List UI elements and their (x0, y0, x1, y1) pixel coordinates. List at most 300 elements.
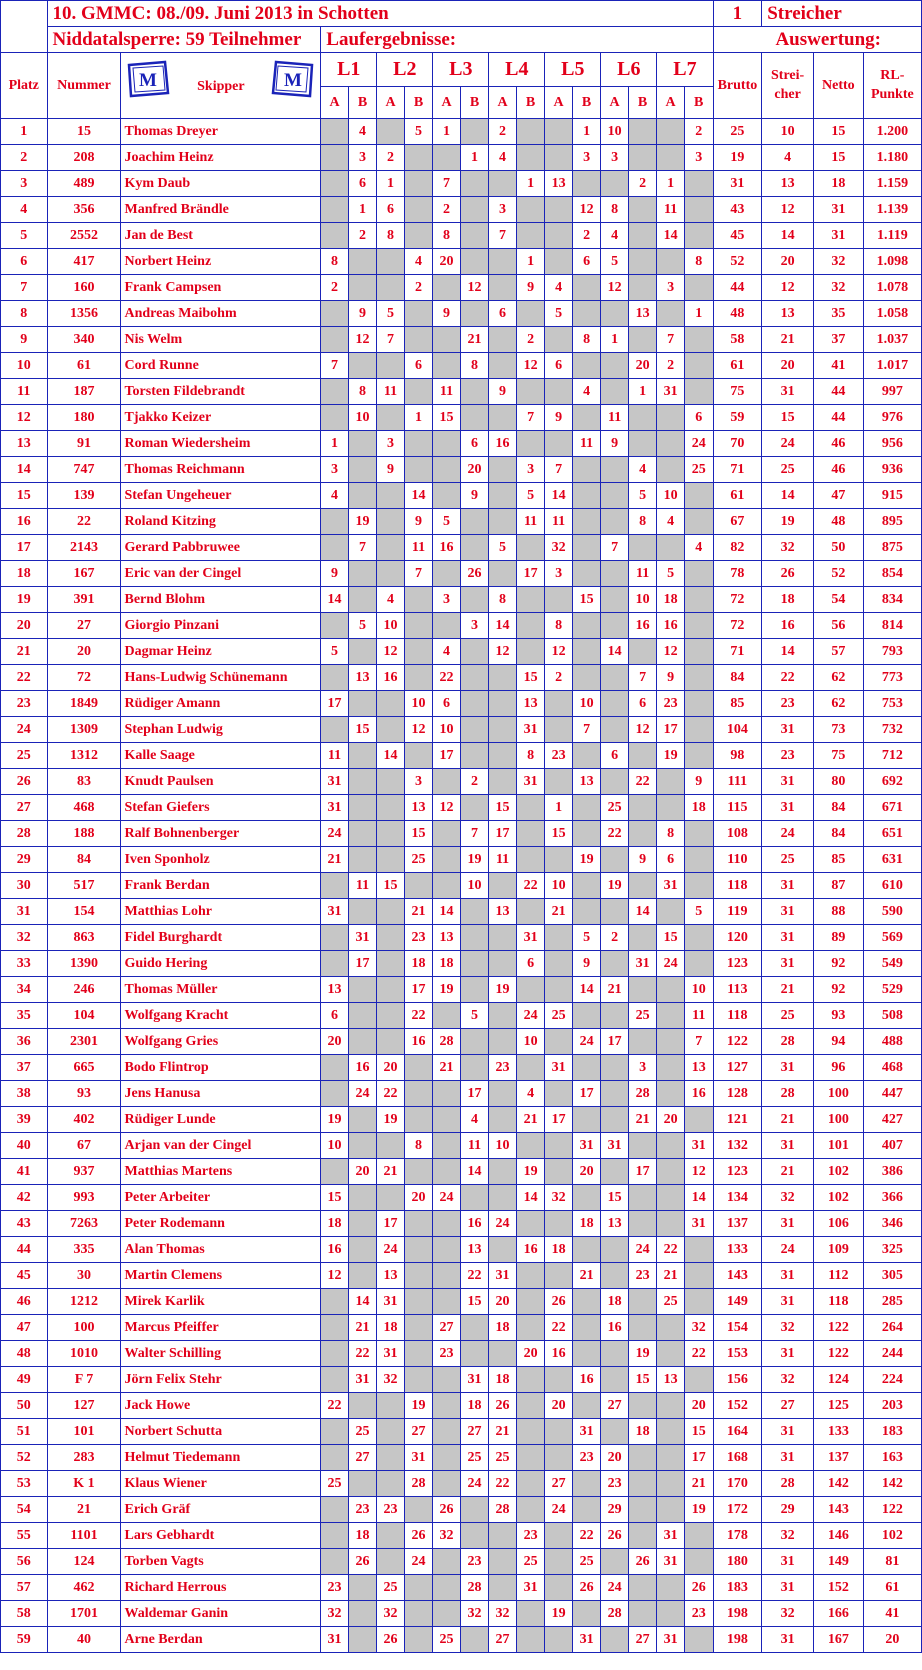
run-2-b-cell (404, 665, 433, 691)
brutto-cell: 120 (713, 925, 762, 951)
table-row (1, 197, 922, 223)
rl-punkte-cell: 163 (863, 1445, 921, 1471)
platz-cell: 58 (1, 1601, 48, 1627)
run-3-b-cell (460, 743, 489, 769)
run-2-a-cell (377, 977, 404, 1003)
nummer-cell: 1101 (47, 1523, 121, 1549)
run-1-b-cell: 15 (348, 717, 377, 743)
run-4-a-cell (489, 951, 516, 977)
run-5-a-cell: 23 (545, 743, 572, 769)
run-7-a-cell (657, 1133, 684, 1159)
run-2-a-cell (377, 353, 404, 379)
run-1-b-cell: 16 (348, 1055, 377, 1081)
nummer-cell: 124 (47, 1549, 121, 1575)
run-2-b-cell (404, 1601, 433, 1627)
rl-punkte-cell: 773 (863, 665, 921, 691)
run-4-a-cell: 7 (489, 223, 516, 249)
brutto-cell: 168 (713, 1445, 762, 1471)
run-2-a-cell: 14 (377, 743, 404, 769)
run-1-b-cell: 1 (348, 197, 377, 223)
rl-punkte-cell: 346 (863, 1211, 921, 1237)
rl-punkte-cell: 671 (863, 795, 921, 821)
nummer-cell: 2552 (47, 223, 121, 249)
rl-punkte-cell: 590 (863, 899, 921, 925)
table-row (1, 1055, 922, 1081)
run-2-b-cell: 7 (404, 561, 433, 587)
table-row (1, 1367, 922, 1393)
streicher-cell: 31 (762, 769, 814, 795)
run-3-b-cell: 8 (460, 353, 489, 379)
nummer-cell: 154 (47, 899, 121, 925)
streicher-cell: 31 (762, 925, 814, 951)
run-5-a-cell: 15 (545, 821, 572, 847)
rl-punkte-cell: 793 (863, 639, 921, 665)
netto-cell: 15 (814, 119, 864, 145)
rl-punkte-cell: 732 (863, 717, 921, 743)
run-3-a-cell (433, 145, 460, 171)
run-3-b-cell: 22 (460, 1263, 489, 1289)
skipper-name: Peter Arbeiter (121, 1185, 321, 1211)
run-5-b-cell: 22 (572, 1523, 601, 1549)
streicher-cell: 31 (762, 1575, 814, 1601)
run-3-b-cell (460, 1055, 489, 1081)
run-2-a-cell (377, 899, 404, 925)
run-7-a-cell: 13 (657, 1367, 684, 1393)
netto-cell: 18 (814, 171, 864, 197)
brutto-cell: 67 (713, 509, 762, 535)
run-1-a-cell: 18 (321, 1211, 348, 1237)
run-3-sub-b: B (460, 87, 489, 119)
run-6-b-cell: 2 (628, 171, 657, 197)
brutto-cell: 59 (713, 405, 762, 431)
streicher-cell: 31 (762, 1211, 814, 1237)
brutto-cell: 43 (713, 197, 762, 223)
run-7-a-cell (657, 431, 684, 457)
run-6-b-cell: 1 (628, 379, 657, 405)
run-3-a-cell: 5 (433, 509, 460, 535)
evaluation-title: Auswertung: (713, 27, 921, 53)
netto-cell: 31 (814, 197, 864, 223)
run-1-b-cell (348, 821, 377, 847)
brutto-cell: 154 (713, 1315, 762, 1341)
run-1-a-cell (321, 1289, 348, 1315)
streicher-cell: 31 (762, 1055, 814, 1081)
run-4-a-cell: 4 (489, 145, 516, 171)
brutto-cell: 72 (713, 613, 762, 639)
run-4-a-cell (489, 1107, 516, 1133)
run-1-b-cell: 23 (348, 1497, 377, 1523)
netto-cell: 112 (814, 1263, 864, 1289)
brutto-cell: 71 (713, 639, 762, 665)
run-4-a-cell: 18 (489, 1315, 516, 1341)
run-6-a-cell (601, 561, 628, 587)
run-6-b-cell: 28 (628, 1081, 657, 1107)
skipper-name: Dagmar Heinz (121, 639, 321, 665)
run-4-a-cell: 17 (489, 821, 516, 847)
run-2-b-cell: 21 (404, 899, 433, 925)
run-3-a-cell: 24 (433, 1185, 460, 1211)
run-3-a-cell: 4 (433, 639, 460, 665)
run-4-b-cell (516, 1133, 545, 1159)
run-6-a-cell: 15 (601, 1185, 628, 1211)
run-5-b-cell (572, 1289, 601, 1315)
table-row (1, 353, 922, 379)
run-3-a-cell (433, 1549, 460, 1575)
run-2-a-cell: 21 (377, 1159, 404, 1185)
run-5-a-cell (545, 769, 572, 795)
table-row (1, 171, 922, 197)
table-row (1, 1107, 922, 1133)
run-7-a-cell (657, 1341, 684, 1367)
run-6-b-cell: 6 (628, 691, 657, 717)
run-6-b-cell (628, 431, 657, 457)
streicher-cell: 31 (762, 951, 814, 977)
run-5-b-cell (572, 1003, 601, 1029)
col-skipper (121, 53, 321, 119)
run-5-a-cell: 9 (545, 405, 572, 431)
platz-cell: 37 (1, 1055, 48, 1081)
rl-punkte-cell: 814 (863, 613, 921, 639)
run-7-b-cell (684, 327, 713, 353)
run-6-b-cell (628, 1445, 657, 1471)
rl-punkte-cell: 183 (863, 1419, 921, 1445)
run-1-a-cell: 8 (321, 249, 348, 275)
run-3-a-cell: 14 (433, 899, 460, 925)
run-7-b-cell (684, 1367, 713, 1393)
rl-punkte-cell: 244 (863, 1341, 921, 1367)
rl-punkte-cell: 1.037 (863, 327, 921, 353)
run-5-a-cell (545, 1263, 572, 1289)
run-6-a-cell: 21 (601, 977, 628, 1003)
run-1-a-cell: 2 (321, 275, 348, 301)
run-2-a-cell: 15 (377, 873, 404, 899)
run-7-b-cell: 31 (684, 1211, 713, 1237)
run-2-a-cell: 13 (377, 1263, 404, 1289)
run-3-b-cell (460, 925, 489, 951)
platz-cell: 56 (1, 1549, 48, 1575)
run-7-b-cell: 31 (684, 1133, 713, 1159)
nummer-cell: F 7 (47, 1367, 121, 1393)
run-6-a-cell: 27 (601, 1393, 628, 1419)
netto-cell: 37 (814, 327, 864, 353)
platz-cell: 15 (1, 483, 48, 509)
skipper-name: Rüdiger Lunde (121, 1107, 321, 1133)
run-2-b-cell: 28 (404, 1471, 433, 1497)
run-4-a-cell: 16 (489, 431, 516, 457)
run-1-a-cell (321, 717, 348, 743)
skipper-name: Frank Berdan (121, 873, 321, 899)
run-2-b-cell: 17 (404, 977, 433, 1003)
run-5-a-cell (545, 1029, 572, 1055)
run-1-b-cell (348, 1393, 377, 1419)
rl-punkte-cell: 692 (863, 769, 921, 795)
streicher-cell: 24 (762, 1237, 814, 1263)
skipper-name: Norbert Schutta (121, 1419, 321, 1445)
nummer-cell: K 1 (47, 1471, 121, 1497)
run-1-a-cell (321, 1445, 348, 1471)
platz-cell: 14 (1, 457, 48, 483)
run-2-a-cell (377, 795, 404, 821)
platz-cell: 49 (1, 1367, 48, 1393)
brutto-cell: 84 (713, 665, 762, 691)
run-3-a-cell (433, 431, 460, 457)
run-5-b-cell (572, 483, 601, 509)
run-3-a-cell: 23 (433, 1341, 460, 1367)
run-7-a-cell: 12 (657, 639, 684, 665)
run-2-b-cell (404, 1107, 433, 1133)
netto-cell: 44 (814, 379, 864, 405)
run-1-a-cell (321, 1341, 348, 1367)
nummer-cell: 91 (47, 431, 121, 457)
run-1-b-cell: 6 (348, 171, 377, 197)
run-4-b-cell: 2 (516, 327, 545, 353)
run-header-l1: L1 (321, 53, 377, 87)
nummer-cell: 1010 (47, 1341, 121, 1367)
run-7-a-cell (657, 535, 684, 561)
run-7-a-cell (657, 1029, 684, 1055)
run-2-a-cell (377, 561, 404, 587)
run-2-a-cell: 9 (377, 457, 404, 483)
run-3-b-cell: 4 (460, 1107, 489, 1133)
run-3-b-cell: 7 (460, 821, 489, 847)
run-4-b-cell: 22 (516, 873, 545, 899)
run-3-b-cell (460, 951, 489, 977)
run-3-b-cell (460, 509, 489, 535)
run-1-a-cell (321, 1497, 348, 1523)
platz-cell: 40 (1, 1133, 48, 1159)
run-4-a-cell (489, 769, 516, 795)
run-5-a-cell: 22 (545, 1315, 572, 1341)
run-6-b-cell: 27 (628, 1627, 657, 1653)
run-5-b-cell: 1 (572, 119, 601, 145)
rl-punkte-cell: 915 (863, 483, 921, 509)
run-7-a-cell: 23 (657, 691, 684, 717)
rl-punkte-cell: 549 (863, 951, 921, 977)
brutto-cell: 45 (713, 223, 762, 249)
run-1-b-cell (348, 1107, 377, 1133)
netto-cell: 85 (814, 847, 864, 873)
run-6-a-cell (601, 1081, 628, 1107)
run-4-a-cell: 25 (489, 1445, 516, 1471)
run-2-b-cell (404, 873, 433, 899)
run-5-a-cell: 31 (545, 1055, 572, 1081)
skipper-name: Bodo Flintrop (121, 1055, 321, 1081)
run-7-b-cell (684, 483, 713, 509)
run-3-a-cell (433, 1367, 460, 1393)
run-3-a-cell (433, 457, 460, 483)
skipper-name: Jörn Felix Stehr (121, 1367, 321, 1393)
run-2-a-cell (377, 1003, 404, 1029)
run-5-a-cell: 12 (545, 639, 572, 665)
nummer-cell: 283 (47, 1445, 121, 1471)
run-2-b-cell: 5 (404, 119, 433, 145)
nummer-cell: 22 (47, 509, 121, 535)
run-7-b-cell (684, 353, 713, 379)
netto-cell: 47 (814, 483, 864, 509)
run-3-a-cell: 19 (433, 977, 460, 1003)
brutto-cell: 132 (713, 1133, 762, 1159)
run-4-a-cell: 31 (489, 1263, 516, 1289)
run-4-b-cell: 9 (516, 275, 545, 301)
run-4-b-cell: 3 (516, 457, 545, 483)
run-5-b-cell: 14 (572, 977, 601, 1003)
run-5-a-cell (545, 379, 572, 405)
streicher-cell: 18 (762, 587, 814, 613)
run-1-a-cell (321, 951, 348, 977)
platz-cell: 2 (1, 145, 48, 171)
page-number: 1 (713, 1, 762, 27)
brutto-cell: 115 (713, 795, 762, 821)
run-3-b-cell (460, 1497, 489, 1523)
run-7-b-cell: 5 (684, 899, 713, 925)
run-2-b-cell: 3 (404, 769, 433, 795)
table-row (1, 1185, 922, 1211)
platz-cell: 50 (1, 1393, 48, 1419)
streicher-cell: 10 (762, 119, 814, 145)
streicher-cell: 16 (762, 613, 814, 639)
run-3-b-cell (460, 717, 489, 743)
run-1-b-cell (348, 1029, 377, 1055)
run-2-b-cell (404, 145, 433, 171)
run-3-b-cell: 27 (460, 1419, 489, 1445)
run-2-a-cell (377, 275, 404, 301)
rl-punkte-cell: 956 (863, 431, 921, 457)
run-1-b-cell (348, 457, 377, 483)
run-5-a-cell (545, 197, 572, 223)
run-6-b-cell (628, 405, 657, 431)
run-5-b-cell (572, 535, 601, 561)
run-2-a-cell (377, 769, 404, 795)
run-5-a-cell (545, 1575, 572, 1601)
run-3-a-cell (433, 769, 460, 795)
netto-cell: 167 (814, 1627, 864, 1653)
run-5-b-cell: 3 (572, 145, 601, 171)
skipper-name: Thomas Reichmann (121, 457, 321, 483)
run-6-a-cell: 14 (601, 639, 628, 665)
table-row (1, 1003, 922, 1029)
run-3-a-cell: 3 (433, 587, 460, 613)
run-7-a-cell (657, 795, 684, 821)
run-5-b-cell: 7 (572, 717, 601, 743)
run-6-a-cell: 25 (601, 795, 628, 821)
platz-cell: 53 (1, 1471, 48, 1497)
platz-cell: 32 (1, 925, 48, 951)
run-7-b-cell: 25 (684, 457, 713, 483)
run-6-b-cell: 14 (628, 899, 657, 925)
nummer-cell: 30 (47, 1263, 121, 1289)
run-3-a-cell: 17 (433, 743, 460, 769)
brutto-cell: 172 (713, 1497, 762, 1523)
run-1-b-cell: 31 (348, 925, 377, 951)
rl-punkte-cell: 875 (863, 535, 921, 561)
run-4-a-cell (489, 327, 516, 353)
run-1-sub-a: A (321, 87, 348, 119)
run-5-b-cell: 10 (572, 691, 601, 717)
nummer-cell: 356 (47, 197, 121, 223)
run-3-a-cell: 15 (433, 405, 460, 431)
run-6-b-cell (628, 639, 657, 665)
streicher-cell: 14 (762, 483, 814, 509)
run-5-b-cell: 11 (572, 431, 601, 457)
platz-cell: 38 (1, 1081, 48, 1107)
run-6-a-cell: 2 (601, 925, 628, 951)
run-1-b-cell: 31 (348, 1367, 377, 1393)
run-7-a-cell: 25 (657, 1289, 684, 1315)
run-2-b-cell: 23 (404, 925, 433, 951)
run-3-a-cell (433, 873, 460, 899)
rl-punkte-cell: 285 (863, 1289, 921, 1315)
rl-punkte-cell: 529 (863, 977, 921, 1003)
col-platz: Platz (1, 53, 48, 119)
run-1-b-cell (348, 587, 377, 613)
run-3-a-cell: 12 (433, 795, 460, 821)
run-3-b-cell: 26 (460, 561, 489, 587)
run-4-a-cell: 18 (489, 1367, 516, 1393)
run-header-l2: L2 (377, 53, 433, 87)
run-5-a-cell: 21 (545, 899, 572, 925)
rl-punkte-cell: 366 (863, 1185, 921, 1211)
netto-cell: 75 (814, 743, 864, 769)
run-4-b-cell (516, 1471, 545, 1497)
streicher-cell: 13 (762, 171, 814, 197)
platz-cell: 41 (1, 1159, 48, 1185)
run-6-a-cell: 3 (601, 145, 628, 171)
run-1-b-cell: 5 (348, 613, 377, 639)
run-2-a-cell (377, 821, 404, 847)
brutto-cell: 44 (713, 275, 762, 301)
run-3-b-cell: 10 (460, 873, 489, 899)
run-2-b-cell (404, 743, 433, 769)
run-1-b-cell (348, 1185, 377, 1211)
run-2-b-cell (404, 1315, 433, 1341)
run-4-a-cell: 27 (489, 1627, 516, 1653)
nummer-cell: 2301 (47, 1029, 121, 1055)
run-6-b-cell (628, 873, 657, 899)
run-7-b-cell (684, 1263, 713, 1289)
run-7-b-cell: 16 (684, 1081, 713, 1107)
run-6-b-cell: 18 (628, 1419, 657, 1445)
run-6-b-cell (628, 249, 657, 275)
streicher-cell: 22 (762, 665, 814, 691)
run-2-b-cell: 19 (404, 1393, 433, 1419)
run-1-b-cell (348, 743, 377, 769)
run-6-a-cell: 24 (601, 1575, 628, 1601)
netto-cell: 31 (814, 223, 864, 249)
run-1-a-cell: 4 (321, 483, 348, 509)
run-6-b-cell (628, 1029, 657, 1055)
brutto-cell: 82 (713, 535, 762, 561)
run-1-b-cell: 10 (348, 405, 377, 431)
skipper-name: Torsten Fildebrandt (121, 379, 321, 405)
streicher-cell: 25 (762, 847, 814, 873)
run-6-b-cell: 5 (628, 483, 657, 509)
run-6-a-cell (601, 301, 628, 327)
run-4-b-cell: 12 (516, 353, 545, 379)
run-7-a-cell (657, 1497, 684, 1523)
platz-cell: 13 (1, 431, 48, 457)
streicher-cell: 31 (762, 1133, 814, 1159)
run-3-a-cell (433, 1445, 460, 1471)
run-7-b-cell (684, 665, 713, 691)
run-4-b-cell: 23 (516, 1523, 545, 1549)
platz-cell: 30 (1, 873, 48, 899)
streicher-cell: 32 (762, 535, 814, 561)
run-7-b-cell: 2 (684, 119, 713, 145)
run-1-a-cell: 24 (321, 821, 348, 847)
nummer-cell: 40 (47, 1627, 121, 1653)
run-1-b-cell: 3 (348, 145, 377, 171)
platz-cell: 20 (1, 613, 48, 639)
